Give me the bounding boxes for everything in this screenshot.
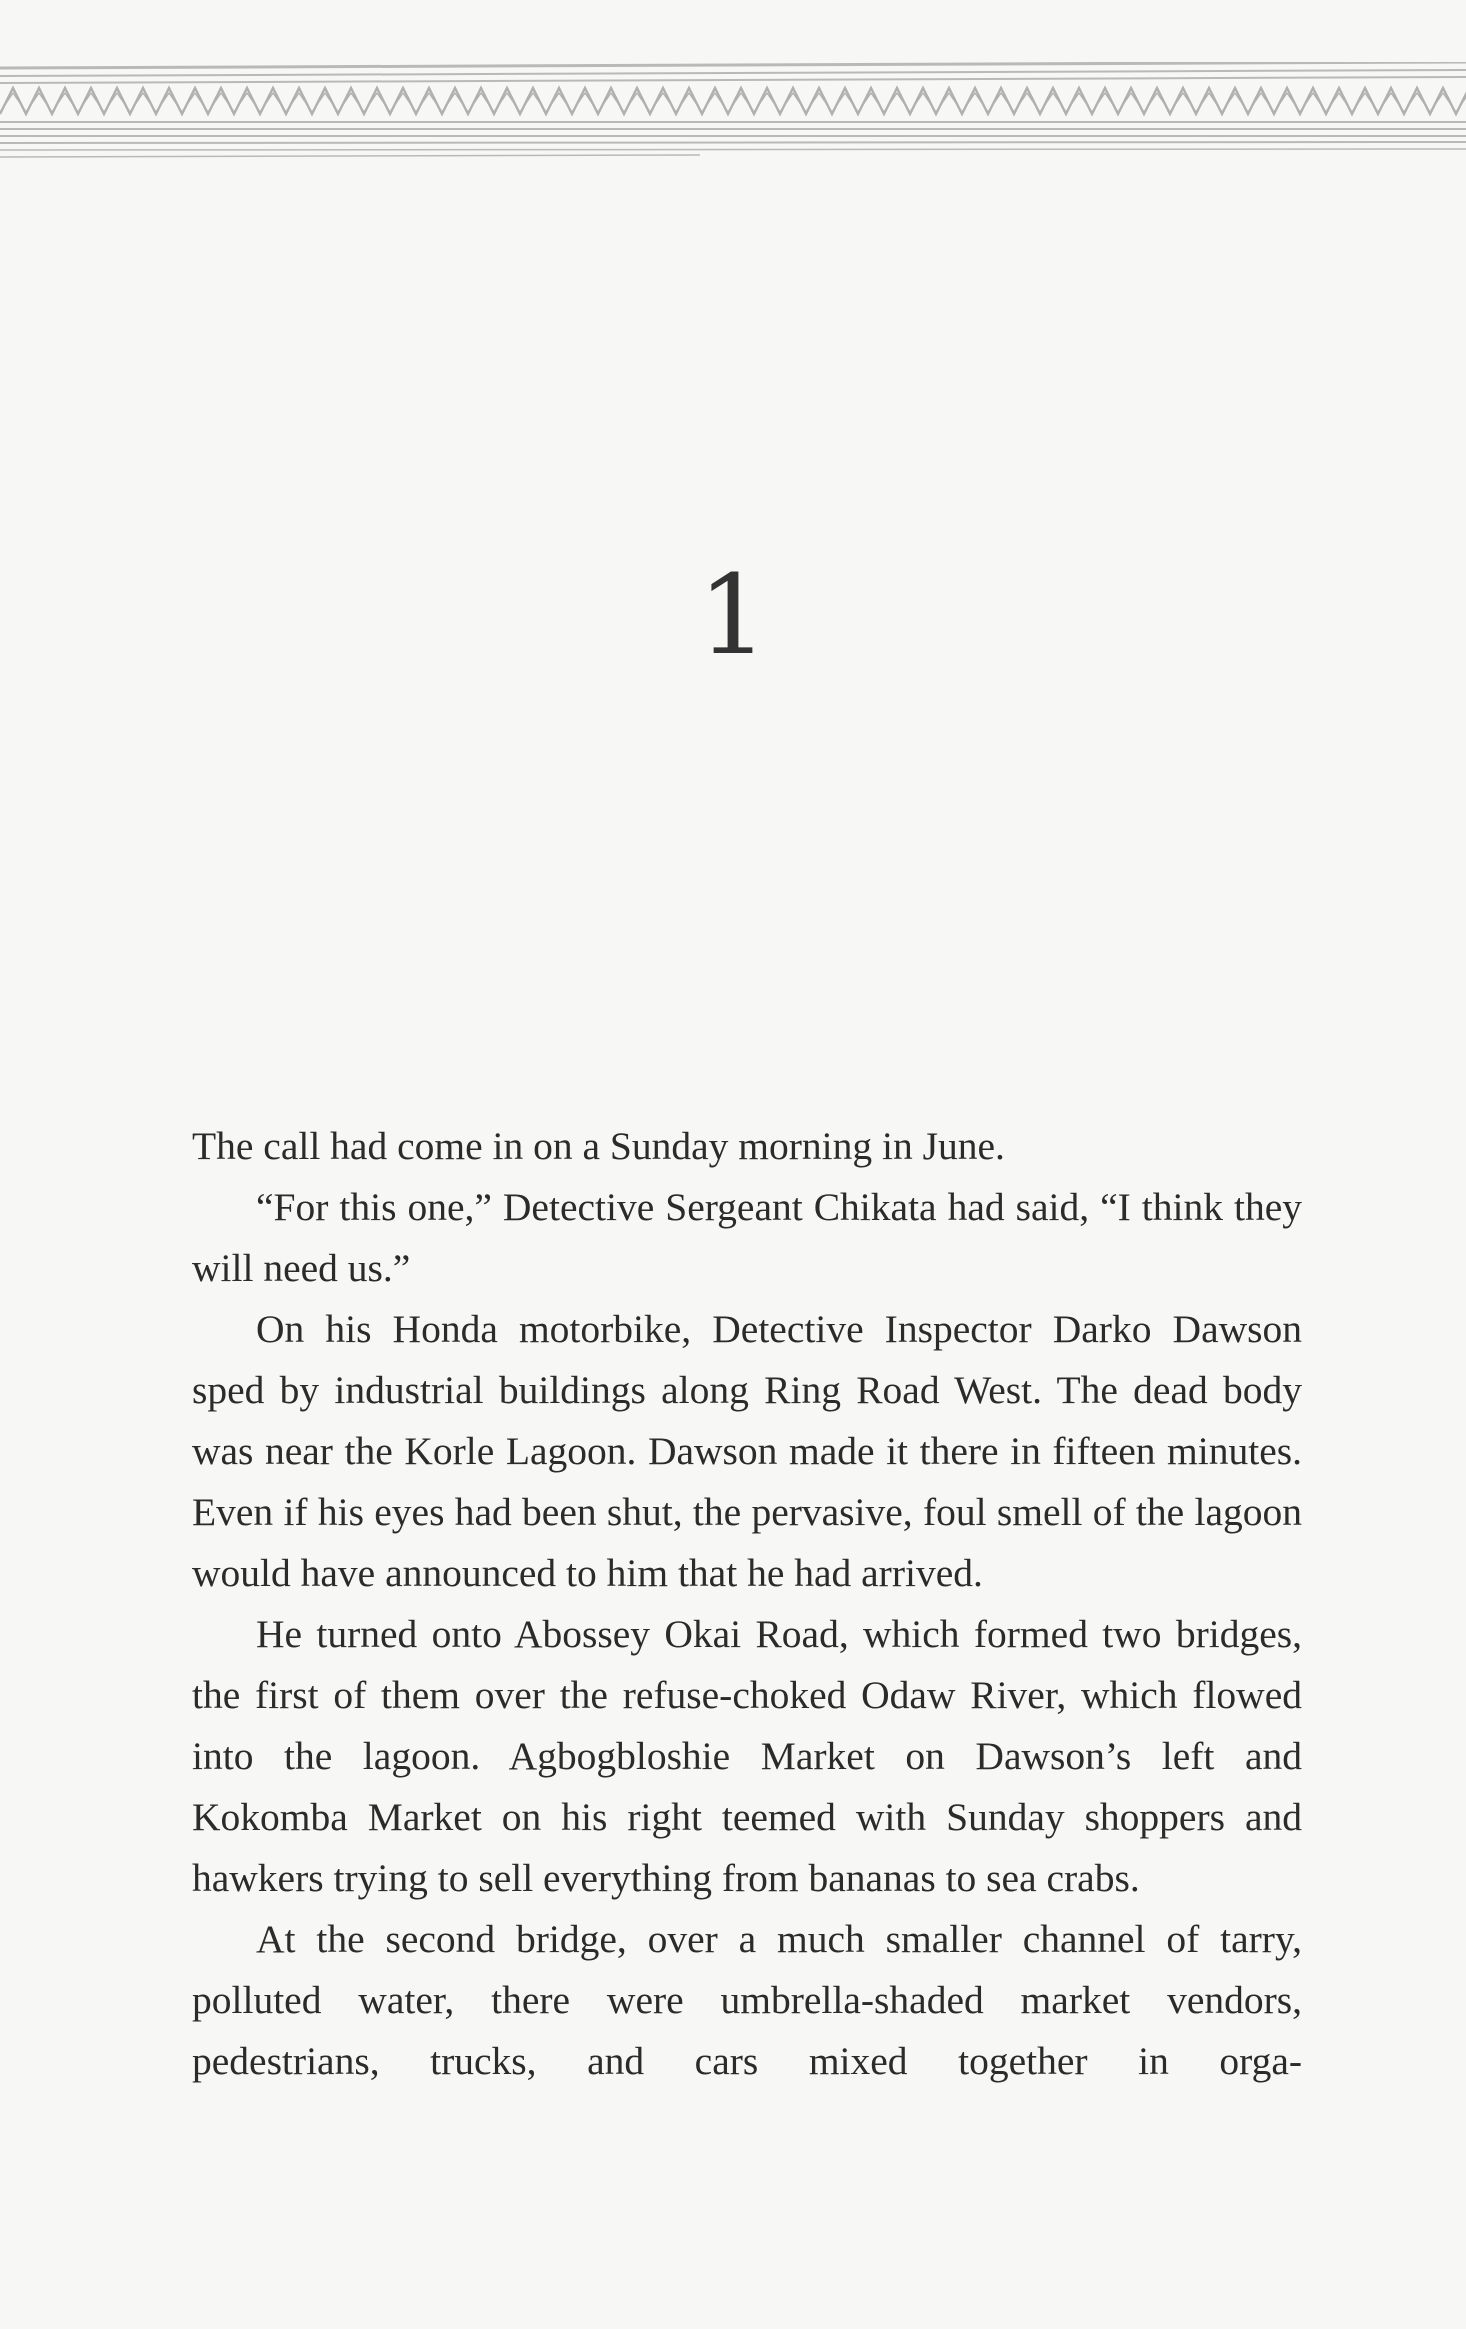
paragraph: On his Honda motorbike, Detective Inspector Darko Dawson sped by industrial buildings along Ring Road West. The dead body was near the Korle Lagoon. Dawson made it there in fifteen minutes. Even if his eyes had been shut, the pervasive, foul smell of the lagoon would have announced to him that he had arrived.	[192, 1307, 1302, 1595]
paragraph: He turned onto Abossey Okai Road, which formed two bridges, the first of them over the refuse-choked Odaw River, which flowed into the lagoon. Agbogbloshie Market on Dawson’s left and Kokomba Market on his right teemed with Sunday shoppers and hawkers trying to sell everything from bananas to sea crabs.	[192, 1612, 1302, 1900]
header-ornament-band	[0, 62, 1466, 172]
paragraph: At the second bridge, over a much smaller channel of tarry, polluted water, there were umbrella-shaded market vendors, pedestrians, trucks, and cars mixed together in orga-	[192, 1917, 1302, 2083]
paragraph: The call had come in on a Sunday morning in June.	[192, 1124, 1005, 1168]
paragraph: “For this one,” Detective Sergeant Chikata had said, “I think they will need us.”	[192, 1185, 1302, 1290]
chapter-number: 1	[698, 551, 768, 679]
body-text	[192, 1116, 1302, 2092]
